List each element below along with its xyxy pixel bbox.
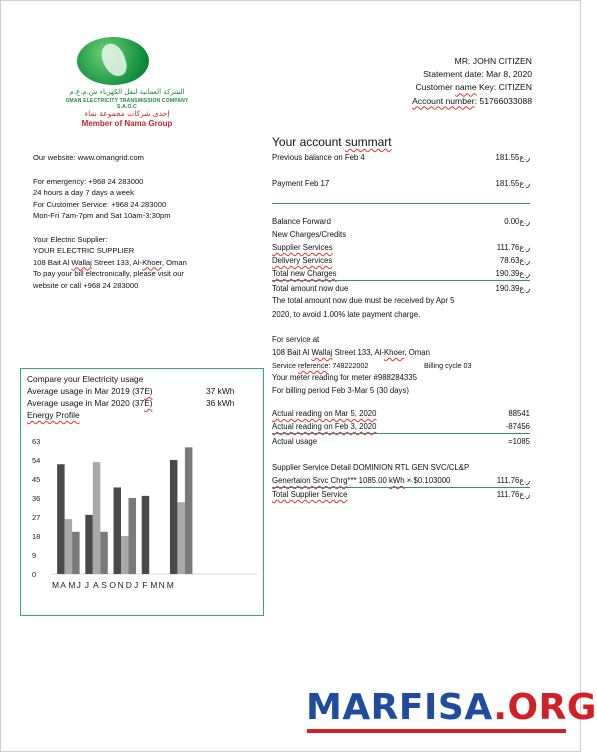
saddr-sq2: Khoer [383, 348, 405, 357]
billing-cycle: Billing cycle 03 [424, 361, 472, 370]
avg-2019 [27, 386, 153, 396]
x-category-label: O [109, 580, 117, 590]
total-new-label: Total new Charges [272, 269, 337, 278]
supplier-name: YOUR ELECTRIC SUPPLIER [33, 246, 135, 255]
actual-usage-value: =1085 [508, 437, 530, 446]
addr-a: 108 Bait Al [33, 257, 72, 267]
chart-bar [72, 532, 80, 574]
delivery-services-row [272, 256, 530, 265]
x-category-label: S [101, 580, 107, 590]
divider [272, 203, 530, 204]
balance-value: ر.ع0.00 [504, 217, 530, 226]
total-supplier-row [272, 490, 530, 499]
x-category-label: D [125, 580, 132, 590]
summary-title-sq: summart [344, 135, 392, 149]
service-address [272, 348, 530, 357]
emergency: For emergency: +968 24 283000 [33, 176, 144, 186]
compare-title: Compare your Electricity usage [27, 374, 144, 384]
avg-2020 [27, 398, 153, 408]
new-charges-label: New Charges/Credits [272, 230, 347, 239]
hours: 24 hours a day 7 days a week [33, 188, 134, 197]
x-category-label: N [117, 580, 124, 590]
prev-value: ر.ع181.55 [495, 153, 530, 162]
logo-member: Member of Nama Group [81, 119, 173, 128]
gen-value: ر.ع111.76 [496, 476, 530, 485]
payment-value: ر.ع181.55 [495, 179, 530, 188]
customer-key-suffix: Key: CITIZEN [476, 82, 532, 93]
logo-arabic-member: إحدى شركات مجموعة نماء [84, 109, 170, 118]
avg2019-sq: E) [144, 386, 153, 396]
total-new-charges-row [272, 269, 530, 278]
actual-feb-label: Actual reading on Feb 3, 2020 [272, 422, 377, 431]
saddr-c: , Oman [404, 348, 430, 357]
chart-bar [114, 487, 122, 574]
supplier-services-row [272, 243, 530, 252]
balance-label: Balance Forward [272, 217, 331, 226]
avg2019-a: Average usage in Mar 2019 (37 [27, 386, 145, 396]
customer-service: For Customer Service: +968 24 283000 [33, 199, 167, 209]
previous-balance-row [272, 153, 530, 162]
delivery-services-value: ر.ع78.63 [499, 256, 530, 265]
saddr-a: 108 Bait Al [272, 348, 312, 357]
y-tick-label: 54 [32, 456, 41, 465]
addr-sq1: Wallaj [71, 257, 92, 267]
customer-key [412, 81, 532, 94]
x-category-label: N [158, 580, 165, 590]
saddr-b: Street 133, Al- [332, 348, 384, 357]
saddr-sq1: Wallaj [311, 348, 333, 357]
addr-c: , Oman [161, 257, 187, 267]
y-tick-label: 18 [32, 532, 41, 541]
chart-bar [85, 515, 93, 574]
sref-a: Service [272, 361, 298, 370]
meter-reading: Your meter reading for meter #988284335 [272, 373, 417, 382]
avg-2019-value: 37 kWh [206, 386, 235, 396]
customer-key-prefix: Customer [415, 82, 456, 93]
delivery-services-label: Delivery Services [272, 256, 333, 265]
profile-label: Energy Profile [27, 410, 80, 420]
y-tick-label: 45 [32, 475, 41, 484]
y-tick-label: 0 [32, 570, 37, 579]
actual-feb-value: -87456 [505, 422, 530, 431]
avg2020-sq: E) [144, 398, 153, 408]
sref-sq: reference [297, 361, 329, 370]
statement-date: Statement date: Mar 8, 2020 [423, 69, 532, 80]
supplier-services-value: ر.ع111.76 [496, 243, 530, 252]
avg2020-a: Average usage in Mar 2020 (37 [27, 398, 145, 408]
actual-usage-label: Actual usage [272, 437, 318, 446]
sref-b: : 748222002 [328, 361, 369, 370]
watermark [306, 687, 597, 728]
supplier-services-label: Supplier Services [272, 243, 333, 252]
chart-bar [121, 536, 128, 574]
pay-line-2: website or call +968 24 283000 [33, 280, 139, 290]
total-supplier-value: ر.ع111.76 [496, 490, 530, 499]
customer-key-sq: name [455, 82, 477, 93]
due-note-1: The total amount now due must be received by Apr 5 [272, 296, 455, 305]
schedule: Mon-Fri 7am-7pm and Sat 10am-3:30pm [33, 211, 171, 220]
chart-bar [177, 502, 185, 574]
gen-c: kWh [389, 476, 405, 485]
contact-info [33, 152, 253, 291]
watermark-part2: .ORG [493, 687, 597, 728]
gen-b: *** 1085.00 [347, 476, 390, 485]
website: Our website: www.omangrid.com [33, 153, 144, 162]
x-category-label: J [134, 580, 139, 590]
account-label: Account number [412, 95, 475, 106]
total-due-row [272, 284, 530, 293]
account-value: : 51766033088 [474, 95, 532, 106]
actual-usage-row [272, 437, 530, 446]
actual-mar-value: 88541 [508, 409, 530, 418]
chart-bar [170, 460, 178, 574]
gen-d: × $0.103000 [404, 476, 451, 485]
y-tick-label: 27 [32, 513, 41, 522]
logo-english-name: OMAN ELECTRICITY TRANSMISSION COMPANY S.A.O.C [65, 98, 189, 110]
divider [272, 487, 530, 488]
pay-line-1: To pay your bill electronically, please visit our [33, 269, 184, 278]
total-supplier-label: Total Supplier Service [272, 490, 348, 499]
chart-bar [185, 447, 193, 574]
due-note-2: 2020, to avoid 1.00% late payment charge. [272, 310, 421, 319]
divider [272, 280, 530, 281]
chart-bar [129, 498, 137, 574]
x-category-label: M [52, 580, 60, 590]
globe-icon [77, 37, 149, 85]
actual-reading-feb-row [272, 422, 530, 431]
x-category-label: A [60, 580, 66, 590]
x-category-label: F [142, 580, 148, 590]
summary-title [272, 135, 392, 149]
x-category-label: M [166, 580, 174, 590]
avg-2020-value: 36 kWh [206, 398, 235, 408]
billing-period: For billing period Feb 3-Mar 5 (30 days) [272, 386, 409, 395]
y-tick-label: 36 [32, 494, 41, 503]
divider [272, 433, 530, 434]
watermark-part1: MARFISA [306, 687, 494, 728]
payment-label: Payment Feb 17 [272, 179, 330, 188]
actual-reading-mar-row [272, 409, 530, 418]
total-new-value: ر.ع190.39 [495, 269, 530, 278]
y-tick-label: 63 [32, 437, 41, 446]
x-category-label: J [84, 580, 90, 590]
chart-bar [100, 532, 108, 574]
service-for: For service at [272, 335, 320, 344]
x-category-label: A [93, 580, 99, 590]
customer-name: MR. JOHN CITIZEN [454, 56, 532, 66]
balance-forward-row [272, 217, 530, 226]
x-category-label: M [68, 580, 76, 590]
generation-charge-row [272, 476, 530, 485]
supplier-label: Your Electric Supplier: [33, 234, 108, 244]
y-tick-label: 9 [32, 551, 37, 560]
energy-profile-chart [21, 433, 263, 613]
summary-title-a: Your account [272, 135, 345, 149]
total-due-label: Total amount now due [272, 284, 349, 293]
chart-bar [142, 496, 150, 574]
x-category-label: M [150, 580, 158, 590]
total-due-value: ر.ع190.39 [495, 284, 530, 293]
watermark-underline [307, 729, 566, 733]
supplier-address [33, 257, 253, 269]
chart-bar [57, 464, 65, 574]
account-number [412, 95, 532, 108]
company-logo [57, 37, 197, 137]
new-charges-row [272, 230, 530, 239]
gen-a: Genertaion Srvc Chrg [272, 476, 348, 485]
chart-bar [93, 462, 101, 574]
statement-header [412, 55, 532, 108]
actual-mar-label: Actual reading on Mar 5, 2020 [272, 409, 377, 418]
chart-bar [65, 519, 73, 574]
addr-b: Street 133, Al- [91, 257, 143, 267]
logo-arabic-name: الشركة العمانية لنقل الكهرباء ش.م.ع.م [69, 88, 185, 96]
x-category-label: J [76, 580, 81, 590]
addr-sq2: Khoer [142, 257, 162, 267]
energy-profile-title [27, 410, 80, 420]
service-reference [272, 361, 530, 370]
supplier-detail: Supplier Service Detail DOMINION RTL GEN SVC/CL&P [272, 463, 470, 472]
payment-row [272, 179, 530, 188]
prev-label: Previous balance on Feb 4 [272, 153, 365, 162]
usage-comparison-box [20, 368, 264, 616]
